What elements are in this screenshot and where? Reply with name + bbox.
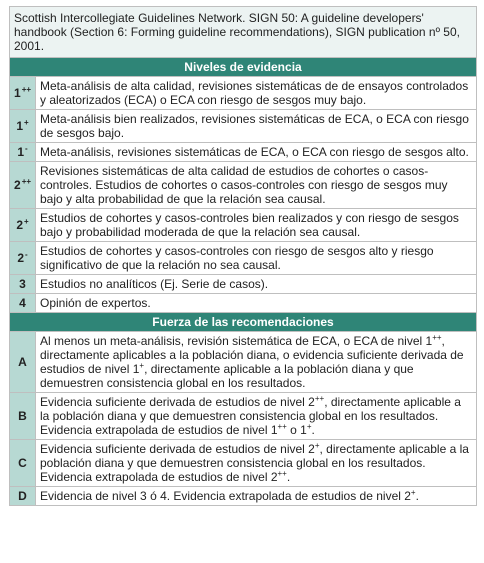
recommendation-grade: B: [10, 393, 36, 440]
evidence-level-code: [10, 209, 36, 242]
evidence-level-code-sup: ++: [21, 177, 32, 186]
recommendation-text-part: .: [311, 423, 315, 437]
evidence-level-code-text: 2: [14, 178, 21, 192]
section-header-recommendations: Fuerza de las recomendaciones: [10, 313, 477, 332]
evidence-level-description: Meta-análisis, revisiones sistemáticas de ECA, o ECA con riesgo de sesgos alto.: [36, 143, 477, 162]
evidence-level-description: Meta-análisis bien realizados, revisiones sistemáticas de ECA, o ECA con riesgo de sesgos bajo.: [36, 110, 477, 143]
recommendation-description: [36, 440, 477, 487]
evidence-level-code: [10, 242, 36, 275]
recommendation-text-sup: +: [410, 488, 416, 497]
evidence-level-description: Revisiones sistemáticas de alta calidad de estudios de cohortes o casos-controles. Estudios de cohortes o casos-controles con riesgo de sesgos muy bajo y alta probabilidad de que la relación sea causal.: [36, 162, 477, 209]
recommendation-description: [36, 393, 477, 440]
evidence-level-code-sup: +: [24, 217, 29, 226]
section-header-row: [10, 58, 477, 77]
evidence-level-code-text: 4: [19, 296, 26, 310]
evidence-level-code-sup: ++: [21, 85, 32, 94]
recommendation-text-part: o 1: [286, 423, 307, 437]
recommendation-text-part: Evidencia suficiente derivada de estudios de nivel 2: [40, 442, 315, 456]
recommendation-text-sup: ++: [277, 422, 287, 431]
section-header-evidence: Niveles de evidencia: [10, 58, 477, 77]
recommendation-text-part: .: [415, 489, 419, 503]
recommendation-text-sup: ++: [314, 394, 325, 403]
evidence-level-code-sup: -: [25, 250, 28, 259]
evidence-level-code-text: 1: [16, 119, 23, 133]
recommendation-text-sup: +: [314, 441, 320, 450]
source-row: [10, 7, 477, 58]
evidence-level-row: [10, 275, 477, 294]
recommendation-grade: D: [10, 487, 36, 506]
recommendation-text-part: , directamente aplicable a la población diana y que demuestren consistencia global en los resultados. Evidencia extrapolada de estudios de nivel 1: [40, 395, 461, 437]
table-body: [10, 7, 477, 506]
evidence-level-row: [10, 110, 477, 143]
evidence-level-description: Estudios de cohortes y casos-controles con riesgo de sesgos alto y riesgo significativo de que la relación no sea causal.: [36, 242, 477, 275]
recommendation-text-sup: ++: [277, 469, 287, 478]
recommendation-row: [10, 440, 477, 487]
evidence-level-description: Estudios no analíticos (Ej. Serie de casos).: [36, 275, 477, 294]
evidence-level-code-text: 1: [14, 86, 21, 100]
evidence-level-row: [10, 77, 477, 110]
recommendation-text-part: .: [286, 470, 291, 484]
evidence-level-code: [10, 110, 36, 143]
evidence-level-row: [10, 294, 477, 313]
recommendation-text-sup: +: [139, 361, 145, 370]
evidence-level-description: Estudios de cohortes y casos-controles bien realizados y con riesgo de sesgos bajo y probabilidad moderada de que la relación sea causal.: [36, 209, 477, 242]
evidence-level-description: Meta-análisis de alta calidad, revisiones sistemáticas de de ensayos controlados y aleatorizados (ECA) o ECA con riesgo de sesgos muy bajo.: [36, 77, 477, 110]
evidence-level-code: [10, 275, 36, 294]
recommendation-grade: A: [10, 332, 36, 393]
recommendation-text-sup: ++: [432, 333, 442, 342]
recommendation-description: [36, 487, 477, 506]
recommendation-description: [36, 332, 477, 393]
evidence-level-code: [10, 143, 36, 162]
evidence-level-code-text: 2: [16, 218, 23, 232]
sign-evidence-table-container: [9, 6, 477, 506]
evidence-level-code-text: 3: [19, 277, 26, 291]
evidence-level-row: [10, 143, 477, 162]
recommendation-text-part: , directamente aplicables a la población diana, o evidencia suficiente derivada de estudios de nivel 1: [40, 334, 464, 376]
evidence-level-code-sup: -: [25, 144, 28, 153]
evidence-level-row: [10, 162, 477, 209]
recommendation-text-part: , directamente aplicable a la población diana y que demuestren consistencia global en los resultados.: [40, 362, 414, 390]
recommendation-text-part: Evidencia de nivel 3 ó 4. Evidencia extrapolada de estudios de nivel 2: [40, 489, 411, 503]
recommendation-text-sup: +: [306, 422, 312, 431]
evidence-level-code-sup: +: [24, 118, 29, 127]
source-citation: Scottish Intercollegiate Guidelines Network. SIGN 50: A guideline developers' handbook (Section 6: Forming guideline recommendations), SIGN publication nº 50, 2001.: [10, 7, 477, 58]
recommendation-row: [10, 393, 477, 440]
evidence-level-row: [10, 242, 477, 275]
evidence-level-code: [10, 294, 36, 313]
recommendation-text-part: , directamente aplicable a la población diana y que demuestren consistencia global en los resultados. Evidencia extrapolada de estudios de nivel 2: [40, 442, 469, 484]
sign-evidence-table: [9, 6, 477, 506]
recommendation-text-part: Evidencia suficiente derivada de estudios de nivel 2: [40, 395, 315, 409]
recommendation-row: [10, 332, 477, 393]
evidence-level-description: Opinión de expertos.: [36, 294, 477, 313]
recommendation-grade: C: [10, 440, 36, 487]
evidence-level-code-text: 2: [17, 251, 24, 265]
evidence-level-code: [10, 162, 36, 209]
evidence-level-row: [10, 209, 477, 242]
section-header-row: [10, 313, 477, 332]
evidence-level-code-text: 1: [17, 145, 24, 159]
evidence-level-code: [10, 77, 36, 110]
recommendation-text-part: Al menos un meta-análisis, revisión sistemática de ECA, o ECA de nivel 1: [40, 334, 433, 348]
recommendation-row: [10, 487, 477, 506]
